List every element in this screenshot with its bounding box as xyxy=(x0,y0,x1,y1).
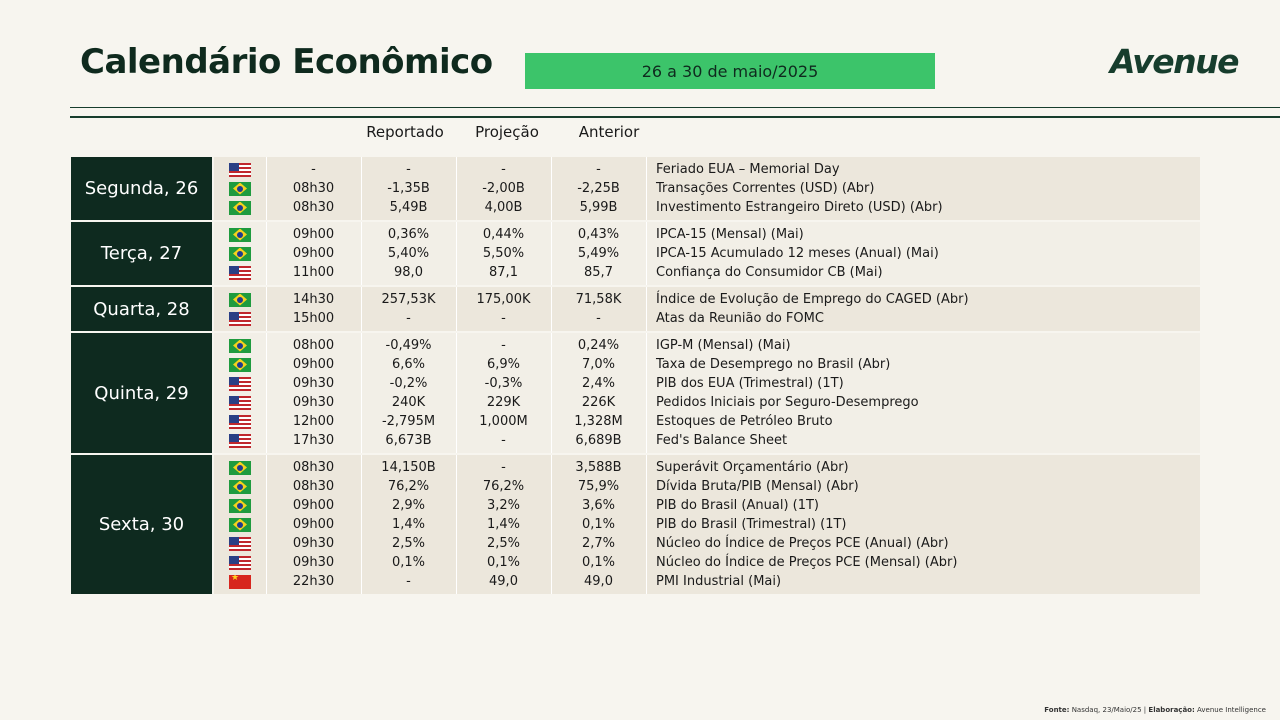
us-flag-icon xyxy=(229,312,251,326)
event-time: 22h30 xyxy=(292,574,335,589)
event-projection: - xyxy=(501,433,506,448)
event-reported: -1,35B xyxy=(387,181,430,196)
event-previous: 226K xyxy=(581,395,616,410)
br-flag-icon xyxy=(229,228,251,242)
event-name: Feriado EUA – Memorial Day xyxy=(656,162,840,177)
event-time: 08h30 xyxy=(292,200,335,215)
event-reported: -0,2% xyxy=(389,376,428,391)
event-time: 08h30 xyxy=(292,460,335,475)
event-name: Investimento Estrangeiro Direto (USD) (Abr) xyxy=(656,200,943,215)
event-name: Índice de Evolução de Emprego do CAGED (Abr) xyxy=(656,292,969,307)
event-projection: 229K xyxy=(486,395,521,410)
event-reported: 5,40% xyxy=(387,246,430,261)
event-time: 14h30 xyxy=(292,292,335,307)
day-label: Quinta, 29 xyxy=(71,333,212,453)
br-flag-icon xyxy=(229,499,251,513)
column-header-projection: Projeção xyxy=(475,123,539,141)
event-projection: - xyxy=(501,338,506,353)
event-previous: 3,588B xyxy=(575,460,622,475)
event-projection: 2,5% xyxy=(486,536,521,551)
event-name: Núcleo do Índice de Preços PCE (Mensal) (Abr) xyxy=(656,555,958,570)
br-flag-icon xyxy=(229,480,251,494)
day-label: Terça, 27 xyxy=(71,222,212,285)
event-time: 09h30 xyxy=(292,555,335,570)
day-group xyxy=(71,157,1200,220)
event-time: 11h00 xyxy=(292,265,335,280)
event-previous: - xyxy=(596,311,601,326)
day-label: Segunda, 26 xyxy=(71,157,212,220)
event-projection: 0,1% xyxy=(486,555,521,570)
event-projection: - xyxy=(501,460,506,475)
event-previous: 7,0% xyxy=(581,357,616,372)
event-time: 09h00 xyxy=(292,517,335,532)
event-reported: 2,9% xyxy=(391,498,426,513)
header-rule-top xyxy=(70,107,1280,108)
event-reported: 1,4% xyxy=(391,517,426,532)
event-reported: 14,150B xyxy=(381,460,436,475)
br-flag-icon xyxy=(229,518,251,532)
footer-source: Fonte: Nasdaq, 23/Maio/25 | Elaboração: Avenue Intelligence xyxy=(1044,706,1266,714)
event-projection: 49,0 xyxy=(489,574,518,589)
event-previous: 6,689B xyxy=(575,433,622,448)
date-range-badge: 26 a 30 de maio/2025 xyxy=(525,53,935,89)
event-reported: 5,49B xyxy=(389,200,428,215)
event-projection: 1,000M xyxy=(479,414,528,429)
event-previous: 71,58K xyxy=(575,292,622,307)
column-header-reported: Reportado xyxy=(366,123,444,141)
event-previous: 0,1% xyxy=(581,517,616,532)
event-projection: 5,50% xyxy=(482,246,525,261)
event-name: PIB do Brasil (Anual) (1T) xyxy=(656,498,820,513)
event-previous: 2,7% xyxy=(581,536,616,551)
us-flag-icon xyxy=(229,163,251,177)
event-previous: 49,0 xyxy=(584,574,613,589)
br-flag-icon xyxy=(229,358,251,372)
us-flag-icon xyxy=(229,537,251,551)
event-name: IGP-M (Mensal) (Mai) xyxy=(656,338,791,353)
event-time: 08h30 xyxy=(292,479,335,494)
event-projection: 4,00B xyxy=(484,200,523,215)
event-time: 15h00 xyxy=(292,311,335,326)
day-group xyxy=(71,287,1200,331)
event-previous: - xyxy=(596,162,601,177)
event-previous: 5,99B xyxy=(579,200,618,215)
event-reported: -2,795M xyxy=(381,414,436,429)
br-flag-icon xyxy=(229,339,251,353)
event-time: 09h00 xyxy=(292,357,335,372)
us-flag-icon xyxy=(229,415,251,429)
day-group xyxy=(71,455,1200,594)
event-time: 09h30 xyxy=(292,395,335,410)
event-name: IPCA-15 (Mensal) (Mai) xyxy=(656,227,804,242)
event-name: Núcleo do Índice de Preços PCE (Anual) (Abr) xyxy=(656,536,949,551)
avenue-logo: Avenue xyxy=(1110,42,1238,81)
column-header-previous: Anterior xyxy=(578,123,640,141)
event-name: IPCA-15 Acumulado 12 meses (Anual) (Mai) xyxy=(656,246,939,261)
us-flag-icon xyxy=(229,556,251,570)
event-reported: 257,53K xyxy=(381,292,436,307)
us-flag-icon xyxy=(229,396,251,410)
event-time: 09h00 xyxy=(292,498,335,513)
event-time: 09h30 xyxy=(292,376,335,391)
event-name: Superávit Orçamentário (Abr) xyxy=(656,460,849,475)
br-flag-icon xyxy=(229,293,251,307)
event-previous: 3,6% xyxy=(581,498,616,513)
event-previous: 1,328M xyxy=(574,414,623,429)
event-projection: - xyxy=(501,311,506,326)
event-reported: 98,0 xyxy=(394,265,423,280)
us-flag-icon xyxy=(229,434,251,448)
day-label: Sexta, 30 xyxy=(71,455,212,594)
event-time: 09h00 xyxy=(292,246,335,261)
event-projection: 6,9% xyxy=(486,357,521,372)
us-flag-icon xyxy=(229,377,251,391)
event-reported: 0,1% xyxy=(391,555,426,570)
event-reported: -0,49% xyxy=(385,338,432,353)
event-previous: -2,25B xyxy=(577,181,620,196)
us-flag-icon xyxy=(229,266,251,280)
day-group xyxy=(71,222,1200,285)
event-time: 08h30 xyxy=(292,181,335,196)
event-reported: - xyxy=(406,574,411,589)
br-flag-icon xyxy=(229,247,251,261)
day-label: Quarta, 28 xyxy=(71,287,212,331)
event-reported: 0,36% xyxy=(387,227,430,242)
event-time: 09h30 xyxy=(292,536,335,551)
event-reported: 2,5% xyxy=(391,536,426,551)
page-title: Calendário Econômico xyxy=(80,42,493,82)
event-previous: 0,43% xyxy=(577,227,620,242)
event-name: Atas da Reunião do FOMC xyxy=(656,311,824,326)
calendar-table xyxy=(71,157,1200,596)
event-reported: - xyxy=(406,162,411,177)
event-previous: 0,24% xyxy=(577,338,620,353)
event-projection: 1,4% xyxy=(486,517,521,532)
br-flag-icon xyxy=(229,201,251,215)
event-reported: 6,673B xyxy=(385,433,432,448)
event-reported: 240K xyxy=(391,395,426,410)
event-projection: - xyxy=(501,162,506,177)
event-name: Pedidos Iniciais por Seguro-Desemprego xyxy=(656,395,919,410)
event-name: PIB dos EUA (Trimestral) (1T) xyxy=(656,376,844,391)
day-group xyxy=(71,333,1200,453)
event-name: Fed's Balance Sheet xyxy=(656,433,788,448)
event-previous: 5,49% xyxy=(577,246,620,261)
event-time: 17h30 xyxy=(292,433,335,448)
event-name: Dívida Bruta/PIB (Mensal) (Abr) xyxy=(656,479,859,494)
event-projection: 0,44% xyxy=(482,227,525,242)
event-previous: 85,7 xyxy=(584,265,613,280)
event-time: - xyxy=(311,162,316,177)
event-projection: 87,1 xyxy=(489,265,518,280)
event-time: 09h00 xyxy=(292,227,335,242)
event-projection: -2,00B xyxy=(482,181,525,196)
event-name: PIB do Brasil (Trimestral) (1T) xyxy=(656,517,847,532)
event-projection: 76,2% xyxy=(482,479,525,494)
event-previous: 0,1% xyxy=(581,555,616,570)
event-previous: 75,9% xyxy=(577,479,620,494)
event-time: 12h00 xyxy=(292,414,335,429)
cn-flag-icon xyxy=(229,575,251,589)
event-reported: 76,2% xyxy=(387,479,430,494)
event-name: Confiança do Consumidor CB (Mai) xyxy=(656,265,883,280)
event-projection: -0,3% xyxy=(484,376,523,391)
event-previous: 2,4% xyxy=(581,376,616,391)
event-name: Taxa de Desemprego no Brasil (Abr) xyxy=(656,357,891,372)
event-reported: - xyxy=(406,311,411,326)
header-rule-bottom xyxy=(70,116,1280,118)
br-flag-icon xyxy=(229,461,251,475)
br-flag-icon xyxy=(229,182,251,196)
event-name: PMI Industrial (Mai) xyxy=(656,574,782,589)
event-name: Estoques de Petróleo Bruto xyxy=(656,414,833,429)
event-reported: 6,6% xyxy=(391,357,426,372)
event-name: Transações Correntes (USD) (Abr) xyxy=(656,181,875,196)
event-time: 08h00 xyxy=(292,338,335,353)
event-projection: 3,2% xyxy=(486,498,521,513)
event-projection: 175,00K xyxy=(476,292,531,307)
